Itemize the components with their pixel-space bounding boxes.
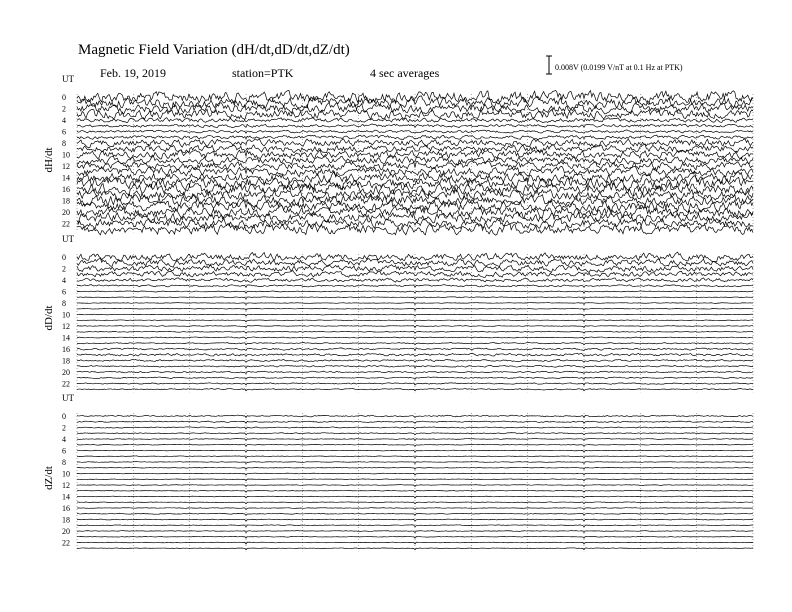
- hour-label: 18: [62, 196, 70, 206]
- trace-line: [77, 285, 753, 288]
- trace-line: [77, 342, 753, 344]
- hour-label: 8: [62, 299, 66, 308]
- hour-label: 18: [62, 356, 70, 366]
- trace-line: [77, 450, 753, 452]
- hour-label: 0: [62, 253, 66, 262]
- hour-label: 4: [62, 435, 66, 444]
- trace-line: [77, 519, 753, 521]
- averaging-label: 4 sec averages: [370, 66, 440, 80]
- hour-label: 20: [62, 208, 70, 217]
- hour-label: 6: [62, 446, 66, 456]
- trace-line: [77, 444, 753, 446]
- hour-label: 14: [62, 333, 70, 343]
- trace-line: [77, 337, 753, 339]
- hour-label: 14: [62, 173, 70, 183]
- y-axis-label: dD/dt: [43, 305, 55, 331]
- hour-label: 8: [62, 458, 66, 467]
- hour-label: 12: [62, 322, 70, 331]
- hour-label: 10: [62, 310, 70, 320]
- trace-line: [77, 502, 753, 504]
- hour-label: 4: [62, 116, 66, 125]
- hour-label: 20: [62, 368, 70, 377]
- station-label: station=PTK: [232, 66, 294, 80]
- y-axis-label: dZ/dt: [43, 466, 55, 490]
- hour-label: 6: [62, 127, 66, 137]
- hour-label: 16: [62, 185, 70, 194]
- scale-bar-label: 0.008V (0.0199 V/nT at 0.1 Hz at PTK): [555, 63, 683, 72]
- hour-label: 4: [62, 276, 66, 285]
- chart-title: Magnetic Field Variation (dH/dt,dD/dt,dZ/dt): [78, 42, 350, 58]
- trace-line: [77, 348, 753, 351]
- trace-line: [77, 427, 753, 429]
- hour-label: 12: [62, 481, 70, 490]
- ut-label: UT: [62, 393, 74, 403]
- ut-label: UT: [62, 74, 74, 84]
- hour-label: 14: [62, 492, 70, 502]
- panels-group: [43, 74, 753, 551]
- hour-label: 22: [62, 219, 70, 229]
- ut-label: UT: [62, 234, 74, 244]
- hour-label: 16: [62, 504, 70, 513]
- trace-line: [77, 456, 753, 458]
- hour-label: 12: [62, 162, 70, 171]
- trace-line: [77, 513, 753, 515]
- hour-label: 0: [62, 93, 66, 102]
- hour-label: 2: [62, 264, 66, 274]
- hour-label: 22: [62, 538, 70, 548]
- panel-dhdt: [43, 74, 753, 235]
- hour-label: 10: [62, 469, 70, 479]
- trace-line: [77, 139, 753, 148]
- trace-line: [77, 291, 753, 293]
- panel-dzdt: [43, 393, 753, 551]
- trace-line: [77, 525, 753, 527]
- trace-line: [77, 135, 753, 140]
- trace-line: [77, 297, 753, 299]
- hour-label: 16: [62, 345, 70, 354]
- hour-label: 22: [62, 379, 70, 389]
- hour-label: 2: [62, 104, 66, 114]
- hour-label: 10: [62, 150, 70, 160]
- scale-bar: [546, 56, 683, 74]
- trace-line: [77, 265, 753, 273]
- hour-label: 0: [62, 412, 66, 421]
- date-label: Feb. 19, 2019: [100, 66, 166, 80]
- hour-label: 18: [62, 515, 70, 525]
- trace-line: [77, 433, 753, 435]
- hour-label: 20: [62, 527, 70, 536]
- hour-label: 6: [62, 287, 66, 297]
- y-axis-label: dH/dt: [43, 147, 55, 173]
- trace-line: [77, 508, 753, 510]
- hour-label: 8: [62, 139, 66, 148]
- trace-line: [77, 271, 753, 278]
- panel-dddt: [43, 234, 753, 392]
- hour-label: 2: [62, 423, 66, 433]
- trace-line: [77, 439, 753, 441]
